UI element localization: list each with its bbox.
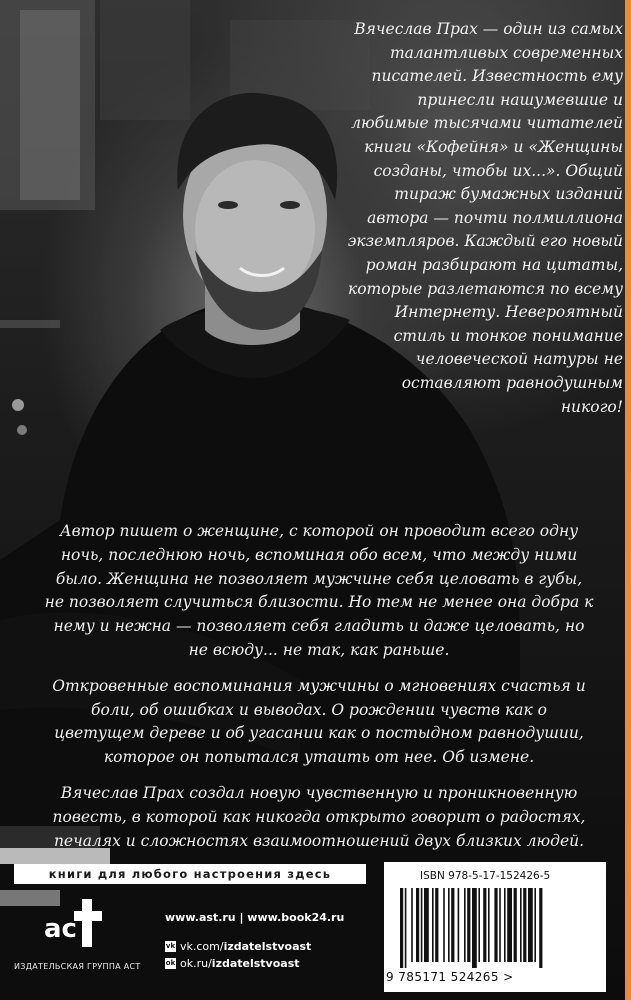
barcode-bar — [432, 888, 434, 962]
barcode-bar — [400, 888, 403, 968]
barcode-icon — [394, 888, 596, 968]
barcode-bar — [528, 888, 533, 962]
barcode-bar — [499, 888, 501, 962]
barcode-bar — [435, 888, 438, 962]
barcode-bar — [443, 888, 445, 962]
publisher-imprint: ИЗДАТЕЛЬСКАЯ ГРУППА АСТ — [14, 962, 141, 971]
ok-icon: ok — [165, 959, 176, 967]
annotation-paragraph-1: Автор пишет о женщине, с которой он проводит всего одну ночь, последнюю ночь, вспоминая обо всем, что между ними было. Женщина не позволяет мужчине себя целовать в губы, не позволяет случиться близости. Но тем не менее она добра к нему и нежна — позволяет себя гладить и даже целовать, но не всюду... не так, как раньше. — [44, 522, 594, 659]
barcode-bar — [514, 888, 517, 962]
barcode-bar — [539, 888, 542, 968]
vk-prefix: vk.com/ — [180, 940, 224, 953]
ok-prefix: ok.ru/ — [180, 957, 212, 970]
author-bio: Вячеслав Прах — один из самых талантливых современных писателей. Известность ему принесли нашумевшие и любимые тысячами читателей книги «Кофейня» и «Женщины созданы, чтобы их...». Общий тираж бумажных изданий автора — почти полмиллиона экземпляров. Каждый его новый роман разбирают на цитаты, которые разлетаются по всему Интернету. Невероятный стиль и тонкое понимание человеческой натуры не оставляют равнодушным никого! — [347, 20, 623, 416]
barcode-bar — [520, 888, 522, 962]
barcode-bar — [416, 888, 419, 962]
ok-handle: izdatelstvoast — [211, 957, 300, 970]
barcode-digits: 9 785171 524265 > — [386, 970, 514, 984]
annotation-paragraph-2: Откровенные воспоминания мужчины о мгновениях счастья и боли, об ошибках и выводах. О рождении чувств как о цветущем дереве и об угасании как о постыдном равнодушии, которое он попытался утаить от нее. Об измене. — [52, 676, 586, 767]
social-ok-link[interactable] — [165, 957, 300, 970]
barcode-bar — [483, 888, 486, 962]
barcode-bar — [421, 888, 423, 962]
isbn-number: ISBN 978-5-17-152426-5 — [420, 870, 551, 882]
ast-logo-icon — [42, 893, 106, 949]
barcode-bar — [478, 888, 480, 962]
annotation-paragraph-3: Вячеслав Прах создал новую чувственную и проникновенную повесть, в которой как никогда открыто говорит о радостях, печалях и сложностях взаимоотношений двух близких людей. — [52, 783, 586, 850]
vk-handle: izdatelstvoast — [223, 940, 312, 953]
book-annotation — [44, 520, 594, 865]
vk-icon: vk — [165, 942, 176, 950]
barcode-bar — [523, 888, 526, 962]
barcode-bar — [451, 888, 454, 962]
barcode-bar — [464, 888, 466, 962]
barcode-bar — [405, 888, 407, 968]
barcode-bar — [411, 888, 413, 962]
social-vk-link[interactable] — [165, 940, 311, 953]
logo-text: ac — [44, 914, 77, 944]
barcode-bar — [472, 888, 477, 968]
barcode-bar — [534, 888, 536, 962]
barcode-bar — [424, 888, 429, 962]
orange-edge-strip — [625, 0, 631, 1000]
barcode-bar — [458, 888, 460, 962]
barcode-bar — [507, 888, 512, 962]
barcode-bar — [488, 888, 490, 962]
barcode-bar — [494, 888, 497, 962]
publisher-websites[interactable]: www.ast.ru | www.book24.ru — [165, 911, 345, 924]
barcode-bar — [448, 888, 450, 962]
barcode-bar — [504, 888, 506, 962]
barcode-panel — [384, 862, 606, 992]
series-tagline: книги для любого настроения здесь — [14, 864, 366, 884]
barcode-bar — [467, 888, 470, 962]
